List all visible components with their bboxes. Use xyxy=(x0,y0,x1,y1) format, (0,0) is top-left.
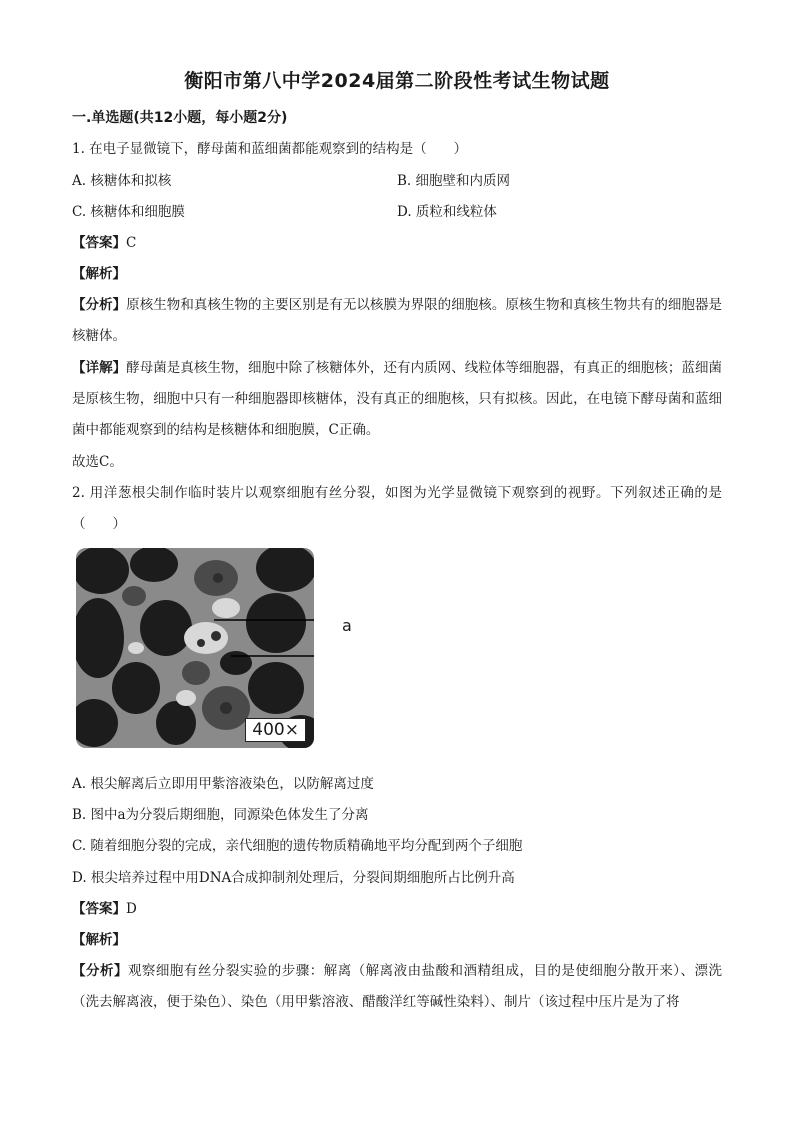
page-title: 衡阳市第八中学2024届第二阶段性考试生物试题 xyxy=(184,70,610,92)
question-2-option-b: B. 图中a为分裂后期细胞，同源染色体发生了分离 xyxy=(72,807,369,823)
question-1-fenxi xyxy=(72,290,722,352)
question-1-option-b: B. 细胞壁和内质网 xyxy=(397,173,511,189)
question-2-option-c: C. 随着细胞分裂的完成，亲代细胞的遗传物质精确地平均分配到两个子细胞 xyxy=(72,838,523,854)
fenxi-tag: 【分析】 xyxy=(72,297,127,313)
fenxi-text: 原核生物和真核生物的主要区别是有无以核膜为界限的细胞核。原核生物和真核生物共有的细胞器是核糖体。 xyxy=(72,297,723,344)
answer-tag: 【答案】 xyxy=(72,901,126,917)
question-2-fenxi xyxy=(72,956,722,1018)
question-1-option-d: D. 质粒和线粒体 xyxy=(397,204,497,220)
xiangjie-text: 酵母菌是真核生物，细胞中除了核糖体外，还有内质网、线粒体等细胞器，有真正的细胞核；蓝细菌是原核生物，细胞中只有一种细胞器即核糖体，没有真正的细胞核，只有拟核。因此，在电镜下酵母菌和蓝细菌中都能观察到的结构是核糖体和细胞膜，C正确。 xyxy=(72,360,723,438)
figure-label-a: a xyxy=(342,616,352,635)
question-2-analysis-tag xyxy=(72,930,126,950)
microscope-image xyxy=(76,548,314,748)
analysis-tag: 【解析】 xyxy=(72,932,126,948)
question-1-analysis-tag xyxy=(72,264,126,284)
question-1-conclusion: 故选C。 xyxy=(72,454,123,470)
question-2-stem: 2. 用洋葱根尖制作临时装片以观察细胞有丝分裂，如图为光学显微镜下观察到的视野。下列叙述正确的是（ ） xyxy=(72,485,722,532)
question-1-option-a: A. 核糖体和拟核 xyxy=(72,173,172,189)
xiangjie-tag: 【详解】 xyxy=(72,360,127,376)
question-1-xiangjie xyxy=(72,353,722,446)
magnification-label: 400× xyxy=(245,718,306,742)
question-2-option-d: D. 根尖培养过程中用DNA合成抑制剂处理后，分裂间期细胞所占比例升高 xyxy=(72,870,515,886)
answer-value: C xyxy=(126,235,137,251)
question-2-option-a: A. 根尖解离后立即用甲紫溶液染色，以防解离过度 xyxy=(72,776,374,792)
section-heading: 一.单选题(共12小题，每小题2分) xyxy=(72,110,288,126)
answer-tag: 【答案】 xyxy=(72,235,126,251)
question-1-stem: 1. 在电子显微镜下，酵母菌和蓝细菌都能观察到的结构是（ ） xyxy=(72,141,468,157)
analysis-tag: 【解析】 xyxy=(72,266,126,282)
question-1-option-c: C. 核糖体和细胞膜 xyxy=(72,204,185,220)
fenxi-text: 观察细胞有丝分裂实验的步骤：解离（解离液由盐酸和酒精组成，目的是使细胞分散开来）、漂洗（洗去解离液，便于染色）、染色（用甲紫溶液、醋酸洋红等碱性染料）、制片（该过程中压片是为了将 xyxy=(72,963,723,1010)
answer-value: D xyxy=(126,901,137,917)
question-1-answer xyxy=(72,233,136,253)
fenxi-tag: 【分析】 xyxy=(72,963,128,979)
question-2-answer xyxy=(72,899,137,919)
